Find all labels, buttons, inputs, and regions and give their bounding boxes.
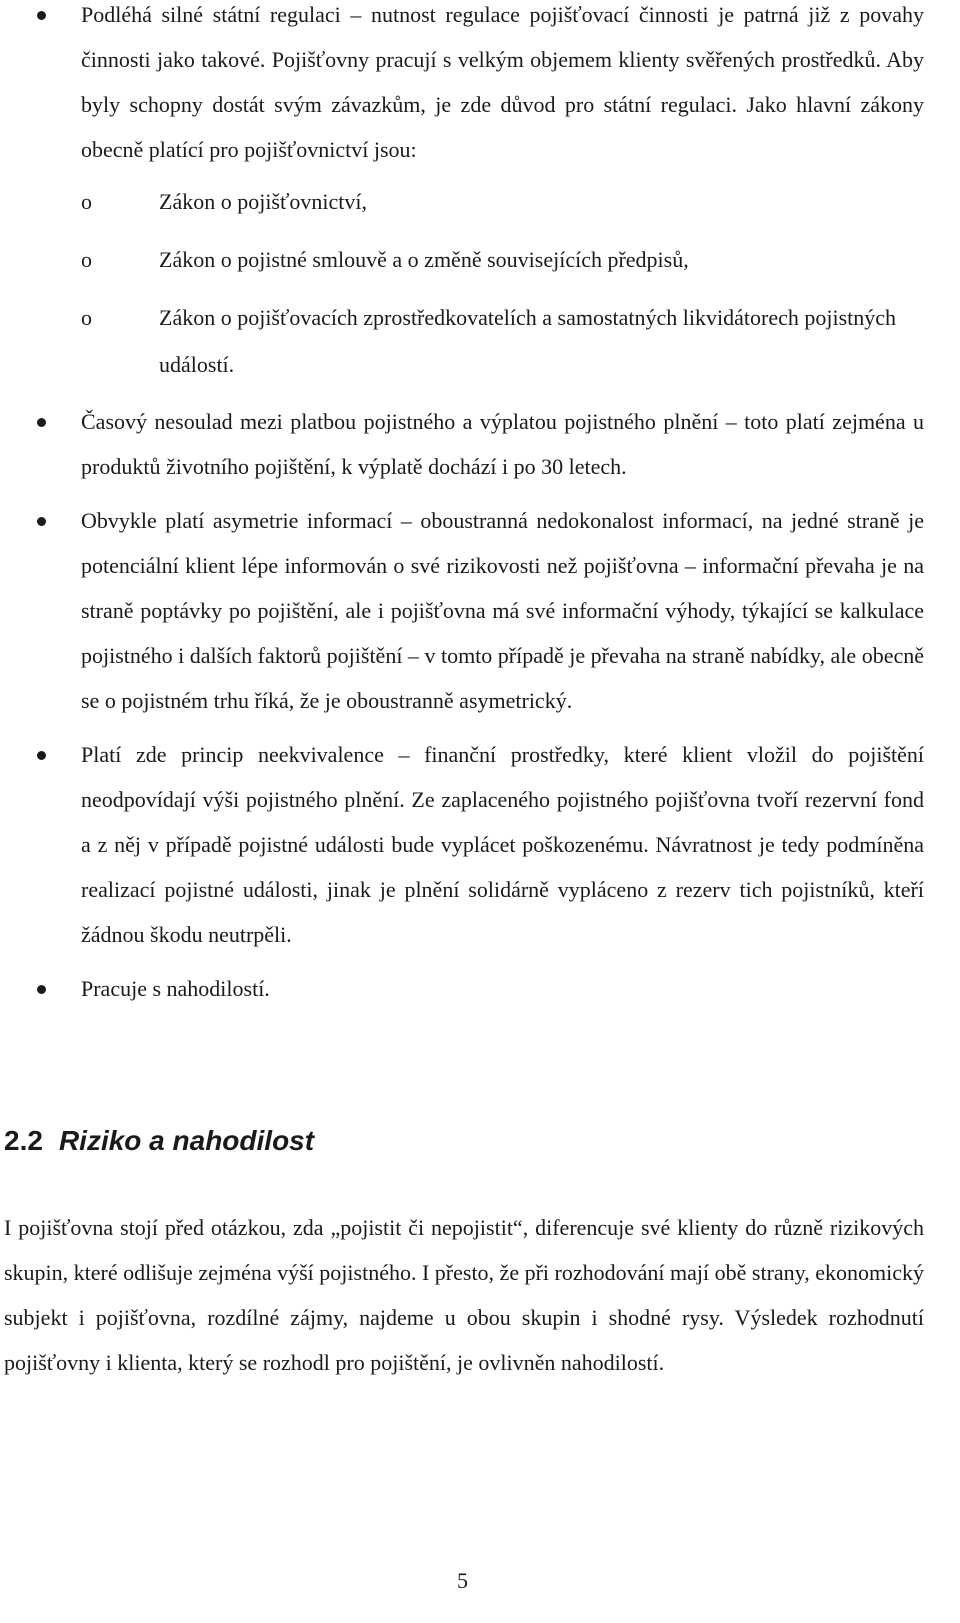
- section-paragraph: I pojišťovna stojí před otázkou, zda „pojistit či nepojistit“, diferencuje své klienty do různě rizikových skupin, které odlišuje zejména výší pojistného. I přesto, že při rozhodování mají obě strany, ekonomický subjekt i pojišťovna, rozdílné zájmy, najdeme u obou skupin i shodné rysy. Výsledek rozhodnutí pojišťovny i klienta, který se rozhodl pro pojištění, je ovlivněn nahodilostí.: [4, 1215, 924, 1375]
- bullet-item-randomness: [0, 966, 960, 1011]
- sub-item-text: Zákon o pojišťovnictví,: [159, 189, 367, 214]
- bullet-text: Pracuje s nahodilostí.: [81, 976, 270, 1001]
- circle-bullet-icon: o: [81, 189, 92, 214]
- bullet-text: Časový nesoulad mezi platbou pojistného a výplatou pojistného plnění – toto platí zejména u produktů životního pojištění, k výplatě dochází i po 30 letech.: [81, 409, 924, 479]
- bullet-icon: [37, 418, 46, 427]
- bullet-item-asymmetry: [0, 498, 960, 723]
- bullet-text: Podléhá silné státní regulaci – nutnost regulace pojišťovací činnosti je patrná již z povahy činnosti jako takové. Pojišťovny pracují s velkým objemem klienty svěřených prostředků. Aby byly schopny dostát svým závazkům, je zde důvod pro státní regulaci. Jako hlavní zákony obecně platící pro pojišťovnictví jsou:: [81, 2, 924, 162]
- sub-item-text: Zákon o pojišťovacích zprostředkovatelích a samostatných likvidátorech pojistných událostí.: [159, 305, 897, 377]
- bullet-icon: [37, 985, 46, 994]
- sub-item-text: Zákon o pojistné smlouvě a o změně souvisejících předpisů,: [159, 247, 689, 272]
- sub-item-law-contract: [81, 236, 924, 283]
- sub-item-law-intermediaries: [81, 294, 924, 388]
- circle-bullet-icon: o: [81, 305, 92, 330]
- section-number: 2.2: [4, 1125, 43, 1156]
- bullet-icon: [37, 751, 46, 760]
- bullet-icon: [37, 11, 46, 20]
- circle-bullet-icon: o: [81, 247, 92, 272]
- sub-item-law-insurance: [81, 178, 924, 225]
- bullet-text: Obvykle platí asymetrie informací – oboustranná nedokonalost informací, na jedné straně je potenciální klient lépe informován o své rizikovosti než pojišťovna – informační převaha je na straně poptávky po pojištění, ale i pojišťovna má své informační výhody, týkající se kalkulace pojistného i dalších faktorů pojištění – v tomto případě je převaha na straně nabídky, ale obecně se o pojistném trhu říká, že je oboustranně asymetrický.: [81, 508, 924, 713]
- bullet-icon: [37, 517, 46, 526]
- section-heading: [4, 1125, 314, 1157]
- bullet-item-non-equivalence: [0, 732, 960, 957]
- section-title: Riziko a nahodilost: [58, 1125, 315, 1156]
- bullet-text: Platí zde princip neekvivalence – finanční prostředky, které klient vložil do pojištění neodpovídají výši pojistného plnění. Ze zaplaceného pojistného pojišťovna tvoří rezervní fond a z něj v případě pojistné události bude vyplácet poškozenému. Návratnost je tedy podmíněna realizací pojistné události, jinak je plnění solidárně vypláceno z rezerv tich pojistníků, kteří žádnou škodu neutrpěli.: [81, 742, 924, 947]
- bullet-item-regulation: [0, 0, 960, 388]
- sub-list-laws: [81, 178, 924, 388]
- bullet-item-time-mismatch: [0, 399, 960, 489]
- page-number: 5: [457, 1568, 468, 1593]
